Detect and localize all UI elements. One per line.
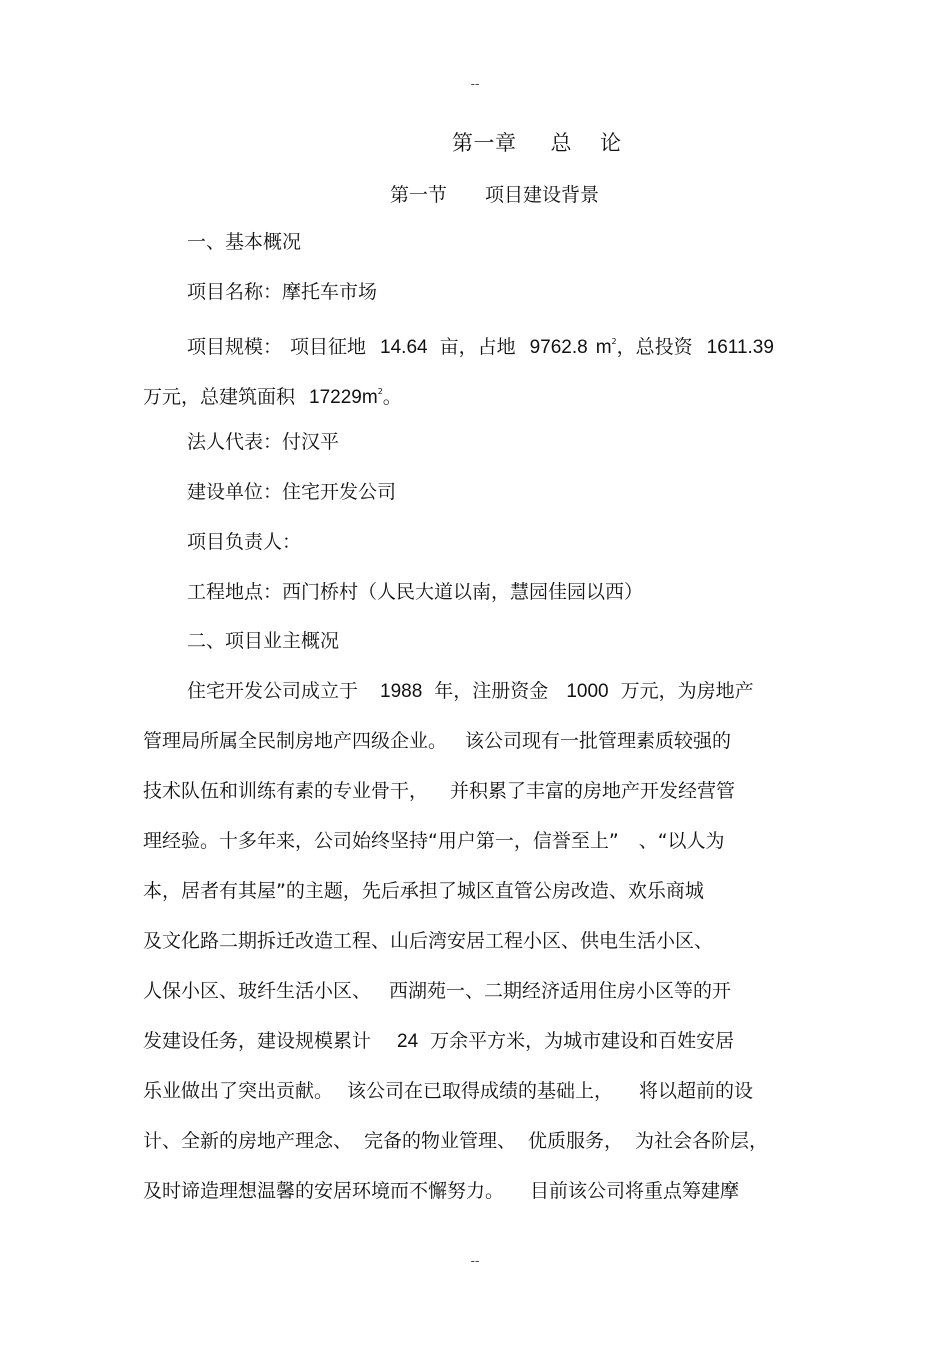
area-unit: m <box>595 337 612 358</box>
total-building-area: 17229 <box>309 387 362 408</box>
land-area-mu: 14.64 <box>380 337 428 358</box>
owner-paragraph-line-9 <box>143 1079 753 1103</box>
builder-label: 建设单位： <box>187 481 283 503</box>
legal-representative-label: 法人代表： <box>187 431 283 453</box>
cumulative-scale: 24 <box>397 1031 419 1052</box>
owner-text-8b: 万余平方米，为城市建设和百姓安居 <box>430 1030 735 1052</box>
owner-text-7b: 西湖苑一、二期经济适用住房小区等的开 <box>389 980 732 1002</box>
location-label: 工程地点： <box>187 581 283 603</box>
legal-representative-value: 付汉平 <box>282 431 340 453</box>
area-unit-superscript: 2 <box>611 337 617 346</box>
heading-basic-overview: 一、基本概况 <box>187 231 302 253</box>
owner-paragraph-line-8 <box>143 1029 734 1054</box>
owner-text-7a: 人保小区、玻纤生活小区、 <box>143 980 372 1002</box>
page-footer-mark: -- <box>470 1253 480 1268</box>
owner-text-10b: 完备的物业管理、 <box>364 1130 517 1152</box>
founding-year: 1988 <box>380 681 423 702</box>
owner-text-1c: 万元，为房地产 <box>620 680 754 702</box>
project-name-value: 摩托车市场 <box>282 281 378 303</box>
chapter-title-word-2: 论 <box>600 131 622 155</box>
builder-value: 住宅开发公司 <box>282 481 397 503</box>
project-scale-label: 项目规模： <box>187 336 283 358</box>
owner-paragraph-line-7 <box>143 979 731 1003</box>
owner-text-9b: 该公司在已取得成绩的基础上， <box>347 1080 614 1102</box>
builder-line <box>187 480 396 504</box>
owner-text-8a: 发建设任务，建设规模累计 <box>143 1030 372 1052</box>
chapter-title <box>452 127 622 157</box>
owner-text-10a: 计、全新的房地产理念、 <box>143 1130 353 1152</box>
scale-text-3: ，总投资 <box>616 336 693 358</box>
project-scale-line-1 <box>187 330 774 360</box>
owner-text-2a: 管理局所属全民制房地产四级企业。 <box>143 730 448 752</box>
location-line <box>187 580 643 604</box>
section-name: 项目建设背景 <box>485 184 600 206</box>
owner-text-4b: 、“以人为 <box>638 830 725 852</box>
scale-text-5: 。 <box>382 386 402 408</box>
project-name-label: 项目名称： <box>187 281 283 303</box>
owner-text-10c: 优质服务， <box>528 1130 624 1152</box>
section-number: 第一节 <box>390 184 448 206</box>
owner-paragraph-line-10 <box>143 1129 768 1153</box>
owner-text-9c: 将以超前的设 <box>639 1080 754 1102</box>
owner-paragraph-line-3 <box>143 779 735 803</box>
heading-owner-overview: 二、项目业主概况 <box>187 630 340 652</box>
page-header-mark: -- <box>470 76 480 91</box>
owner-text-10d: 为社会各阶层， <box>635 1130 769 1152</box>
chapter-number: 第一章 <box>452 131 517 155</box>
legal-representative-line <box>187 430 339 454</box>
owner-text-2b: 该公司现有一批管理素质较强的 <box>465 730 732 752</box>
owner-text-4a: 理经验。十多年来，公司始终坚持“用户第一，信誉至上” <box>143 830 619 852</box>
owner-paragraph-line-4 <box>143 829 725 853</box>
owner-paragraph-line-11 <box>143 1179 739 1203</box>
building-area-unit: m <box>361 387 378 408</box>
owner-paragraph-line-6: 及文化路二期拆迁改造工程、山后湾安居工程小区、供电生活小区、 <box>143 930 714 952</box>
owner-text-3a: 技术队伍和训练有素的专业骨干， <box>143 780 429 802</box>
owner-text-1a: 住宅开发公司成立于 <box>187 680 359 702</box>
building-area-unit-superscript: 2 <box>377 387 383 396</box>
section-title <box>390 180 599 207</box>
location-value: 西门桥村（人民大道以南，慧园佳园以西） <box>282 581 644 603</box>
owner-text-11a: 及时谛造理想温馨的安居环境而不懈努力。 <box>143 1180 505 1202</box>
total-investment: 1611.39 <box>706 337 774 358</box>
occupied-area: 9762.8 <box>529 337 588 358</box>
owner-text-3b: 并积累了丰富的房地产开发经营管 <box>450 780 736 802</box>
owner-text-1b: 年，注册资金 <box>434 680 549 702</box>
owner-paragraph-line-2 <box>143 729 731 753</box>
owner-text-9a: 乐业做出了突出贡献。 <box>143 1080 334 1102</box>
registered-capital: 1000 <box>566 681 609 702</box>
chapter-title-word-1: 总 <box>550 131 572 155</box>
scale-text-4: 万元，总建筑面积 <box>143 386 296 408</box>
project-scale-line-2 <box>143 380 402 410</box>
owner-text-11b: 目前该公司将重点筹建摩 <box>530 1180 740 1202</box>
project-manager-line: 项目负责人： <box>187 531 302 553</box>
scale-text-1: 项目征地 <box>290 336 367 358</box>
project-name-line <box>187 280 377 304</box>
owner-paragraph-line-5: 本，居者有其屋”的主题，先后承担了城区直管公房改造、欢乐商城 <box>143 880 704 902</box>
owner-paragraph-line-1 <box>187 679 754 704</box>
scale-text-2: 亩，占地 <box>439 336 516 358</box>
